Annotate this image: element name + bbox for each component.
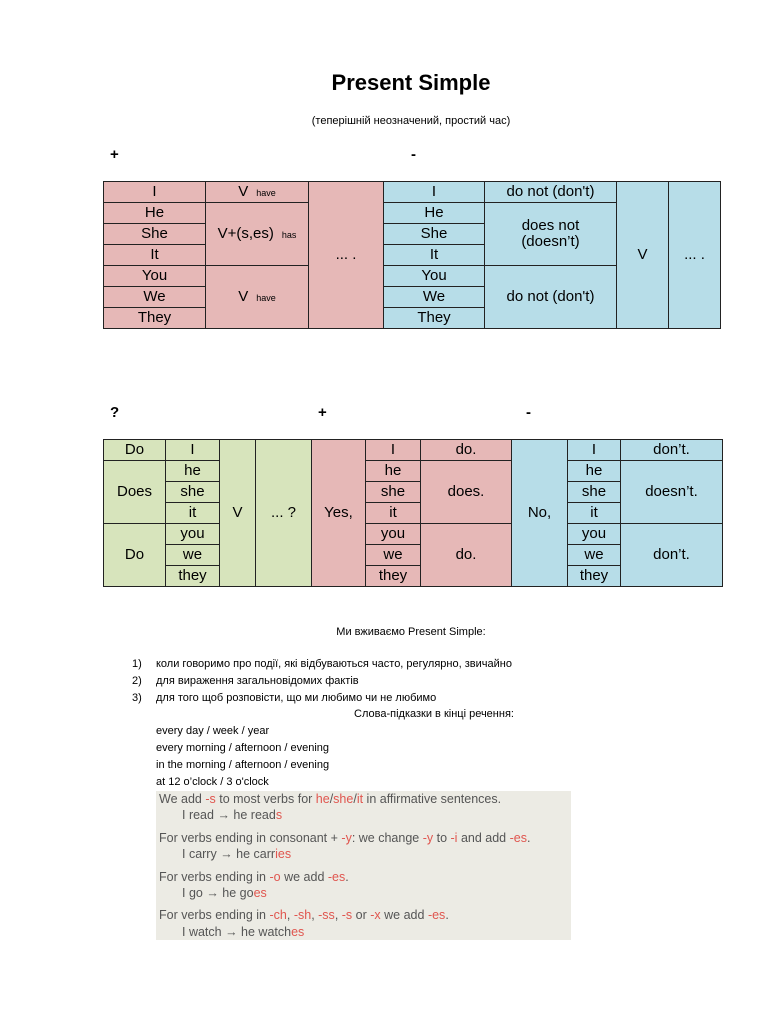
neg-pronoun-cell: You — [384, 266, 485, 287]
dots-cell: ... . — [309, 182, 384, 329]
rule-text: we add — [280, 870, 328, 884]
yes-pronoun-cell: we — [366, 545, 421, 566]
rule-highlight: -x — [370, 908, 381, 922]
neg-pronoun-cell: We — [384, 287, 485, 308]
no-cell: No, — [512, 440, 568, 587]
example-ending: es — [253, 886, 267, 900]
hints-list — [156, 723, 329, 791]
rule-text: we add — [380, 908, 428, 922]
rule-text: For verbs ending in consonant + — [159, 831, 342, 845]
have-label: have — [256, 292, 276, 303]
neg-pronoun-cell: She — [384, 224, 485, 245]
pronoun-cell: It — [104, 245, 206, 266]
yes-pronoun-cell: I — [366, 440, 421, 461]
question-sign: ? — [110, 404, 120, 421]
list-item — [132, 656, 512, 673]
no-pronoun-cell: they — [568, 566, 621, 587]
rule-text: , — [311, 908, 319, 922]
neg-aux-cell: do not (don't) — [485, 182, 617, 203]
example-line — [182, 925, 304, 939]
example-text: I watch — [182, 925, 226, 939]
minus-sign: - — [411, 146, 416, 163]
rule-text: For verbs ending in — [159, 908, 270, 922]
rule-highlight: -i — [450, 831, 458, 845]
no-aux-cell: doesn’t. — [621, 461, 723, 524]
rule-text: or — [352, 908, 371, 922]
hint-item: every day / week / year — [156, 725, 270, 737]
example-text: I go — [182, 886, 207, 900]
rule-line — [159, 908, 449, 922]
pronoun-cell: You — [104, 266, 206, 287]
neg-verb-cell: V — [617, 182, 669, 329]
example-line — [182, 808, 282, 822]
q-pronoun-cell: I — [166, 440, 220, 461]
hint-item: in the morning / afternoon / evening — [156, 759, 330, 771]
minus-sign-answers: - — [526, 404, 531, 421]
plus-sign: + — [110, 146, 119, 163]
rule-highlight: it — [356, 792, 364, 806]
rule-line — [159, 870, 349, 884]
list-item — [132, 673, 512, 690]
yes-pronoun-cell: she — [366, 482, 421, 503]
neg-dots-cell: ... . — [669, 182, 721, 329]
q-dots-cell: ... ? — [256, 440, 312, 587]
rule-highlight: she — [333, 792, 354, 806]
rule-highlight: he — [315, 792, 330, 806]
pronoun-cell: She — [104, 224, 206, 245]
yes-aux-cell: does. — [421, 461, 512, 524]
rule-text: . — [526, 831, 531, 845]
aux-does-cell: Does — [104, 461, 166, 524]
page-title: Present Simple — [331, 70, 491, 95]
example-text: he carr — [232, 847, 276, 861]
spelling-rules-image — [156, 791, 571, 940]
q-pronoun-cell: you — [166, 524, 220, 545]
aux-do-cell: Do — [104, 524, 166, 587]
rule-text: to most verbs for — [215, 792, 316, 806]
rule-text: . — [345, 870, 349, 884]
q-pronoun-cell: they — [166, 566, 220, 587]
questions-table — [103, 439, 723, 587]
rule-line — [159, 792, 501, 806]
rule-highlight: -es — [327, 870, 346, 884]
example-text: I read — [182, 808, 218, 822]
verb-cell — [206, 182, 309, 203]
neg-aux-cell — [485, 203, 617, 266]
rule-text: / — [329, 792, 334, 806]
pronoun-cell: He — [104, 203, 206, 224]
rule-highlight: -s — [205, 792, 216, 806]
example-line — [182, 847, 291, 861]
q-pronoun-cell: we — [166, 545, 220, 566]
uses-list — [132, 656, 512, 707]
rule-highlight: -ss — [318, 908, 335, 922]
rule-highlight: -y — [341, 831, 352, 845]
no-pronoun-cell: we — [568, 545, 621, 566]
verb-label: V+(s,es) — [217, 224, 274, 242]
no-pronoun-cell: I — [568, 440, 621, 461]
example-text: I carry — [182, 847, 221, 861]
rule-highlight: -es — [509, 831, 527, 845]
has-label: has — [281, 229, 297, 240]
list-number: 1) — [132, 658, 142, 670]
aux-do-cell: Do — [104, 440, 166, 461]
rule-text: For verbs ending in — [159, 870, 270, 884]
rule-highlight: -y — [422, 831, 434, 845]
yes-pronoun-cell: it — [366, 503, 421, 524]
list-number: 3) — [132, 692, 142, 704]
verb-label: V — [238, 287, 249, 305]
no-pronoun-cell: you — [568, 524, 621, 545]
rule-text: , — [286, 908, 294, 922]
rule-highlight: -sh — [293, 908, 312, 922]
rule-highlight: -ch — [269, 908, 287, 922]
no-aux-cell: don’t. — [621, 440, 723, 461]
yes-pronoun-cell: they — [366, 566, 421, 587]
example-ending: s — [275, 808, 283, 822]
verb-label: V — [238, 182, 249, 200]
arrow-icon: → — [206, 886, 219, 900]
pronoun-cell: They — [104, 308, 206, 329]
arrow-icon: → — [220, 847, 233, 861]
yes-cell: Yes, — [312, 440, 366, 587]
hint-item: every morning / afternoon / evening — [156, 742, 330, 754]
no-aux-cell: don’t. — [621, 524, 723, 587]
rule-text: and add — [457, 831, 510, 845]
rule-text: to — [433, 831, 451, 845]
example-ending: es — [291, 925, 305, 939]
uses-heading: Ми вживаємо Present Simple: — [336, 626, 486, 638]
list-text: коли говоримо про події, які відбуваються часто, регулярно, звичайно — [156, 658, 512, 670]
pronoun-cell: I — [104, 182, 206, 203]
plus-sign-answers: + — [318, 404, 327, 421]
neg-pronoun-cell: He — [384, 203, 485, 224]
example-ending: ies — [275, 847, 292, 861]
example-text: he read — [229, 808, 276, 822]
list-text: для вираження загальновідомих фактів — [156, 675, 359, 687]
rule-text: in affirmative sentences. — [363, 792, 502, 806]
example-text: he go — [218, 886, 254, 900]
q-pronoun-cell: he — [166, 461, 220, 482]
neg-pronoun-cell: I — [384, 182, 485, 203]
page-subtitle: (теперішній неозначений, простий час) — [311, 115, 511, 127]
q-pronoun-cell: it — [166, 503, 220, 524]
rule-text: : we change — [351, 831, 423, 845]
hint-item: at 12 o’clock / 3 o'clock — [156, 776, 269, 788]
pronoun-cell: We — [104, 287, 206, 308]
arrow-icon: → — [225, 925, 238, 939]
example-line — [182, 886, 267, 900]
affirmative-negative-table — [103, 181, 721, 329]
rule-text: , — [334, 908, 342, 922]
neg-pronoun-cell: They — [384, 308, 485, 329]
yes-pronoun-cell: you — [366, 524, 421, 545]
have-label: have — [256, 187, 276, 198]
no-pronoun-cell: he — [568, 461, 621, 482]
rule-highlight: -es — [427, 908, 446, 922]
neg-pronoun-cell: It — [384, 245, 485, 266]
yes-aux-cell: do. — [421, 440, 512, 461]
arrow-icon: → — [217, 808, 230, 822]
rule-line — [159, 831, 530, 845]
list-number: 2) — [132, 675, 142, 687]
no-pronoun-cell: it — [568, 503, 621, 524]
verb-cell — [206, 266, 309, 329]
yes-pronoun-cell: he — [366, 461, 421, 482]
q-pronoun-cell: she — [166, 482, 220, 503]
verb-cell — [206, 203, 309, 266]
q-verb-cell: V — [220, 440, 256, 587]
rule-text: . — [445, 908, 449, 922]
rule-text: We add — [159, 792, 206, 806]
rule-highlight: -s — [341, 908, 353, 922]
example-text: he watch — [237, 925, 292, 939]
list-item — [132, 690, 512, 707]
yes-aux-cell: do. — [421, 524, 512, 587]
neg-aux-label: does not (doesn’t) — [521, 216, 580, 250]
rule-highlight: -o — [269, 870, 281, 884]
hints-heading: Слова-підказки в кінці речення: — [354, 708, 514, 720]
neg-aux-cell: do not (don't) — [485, 266, 617, 329]
list-text: для того щоб розповісти, що ми любимо чи не любимо — [156, 692, 437, 704]
rule-text: / — [353, 792, 357, 806]
no-pronoun-cell: she — [568, 482, 621, 503]
